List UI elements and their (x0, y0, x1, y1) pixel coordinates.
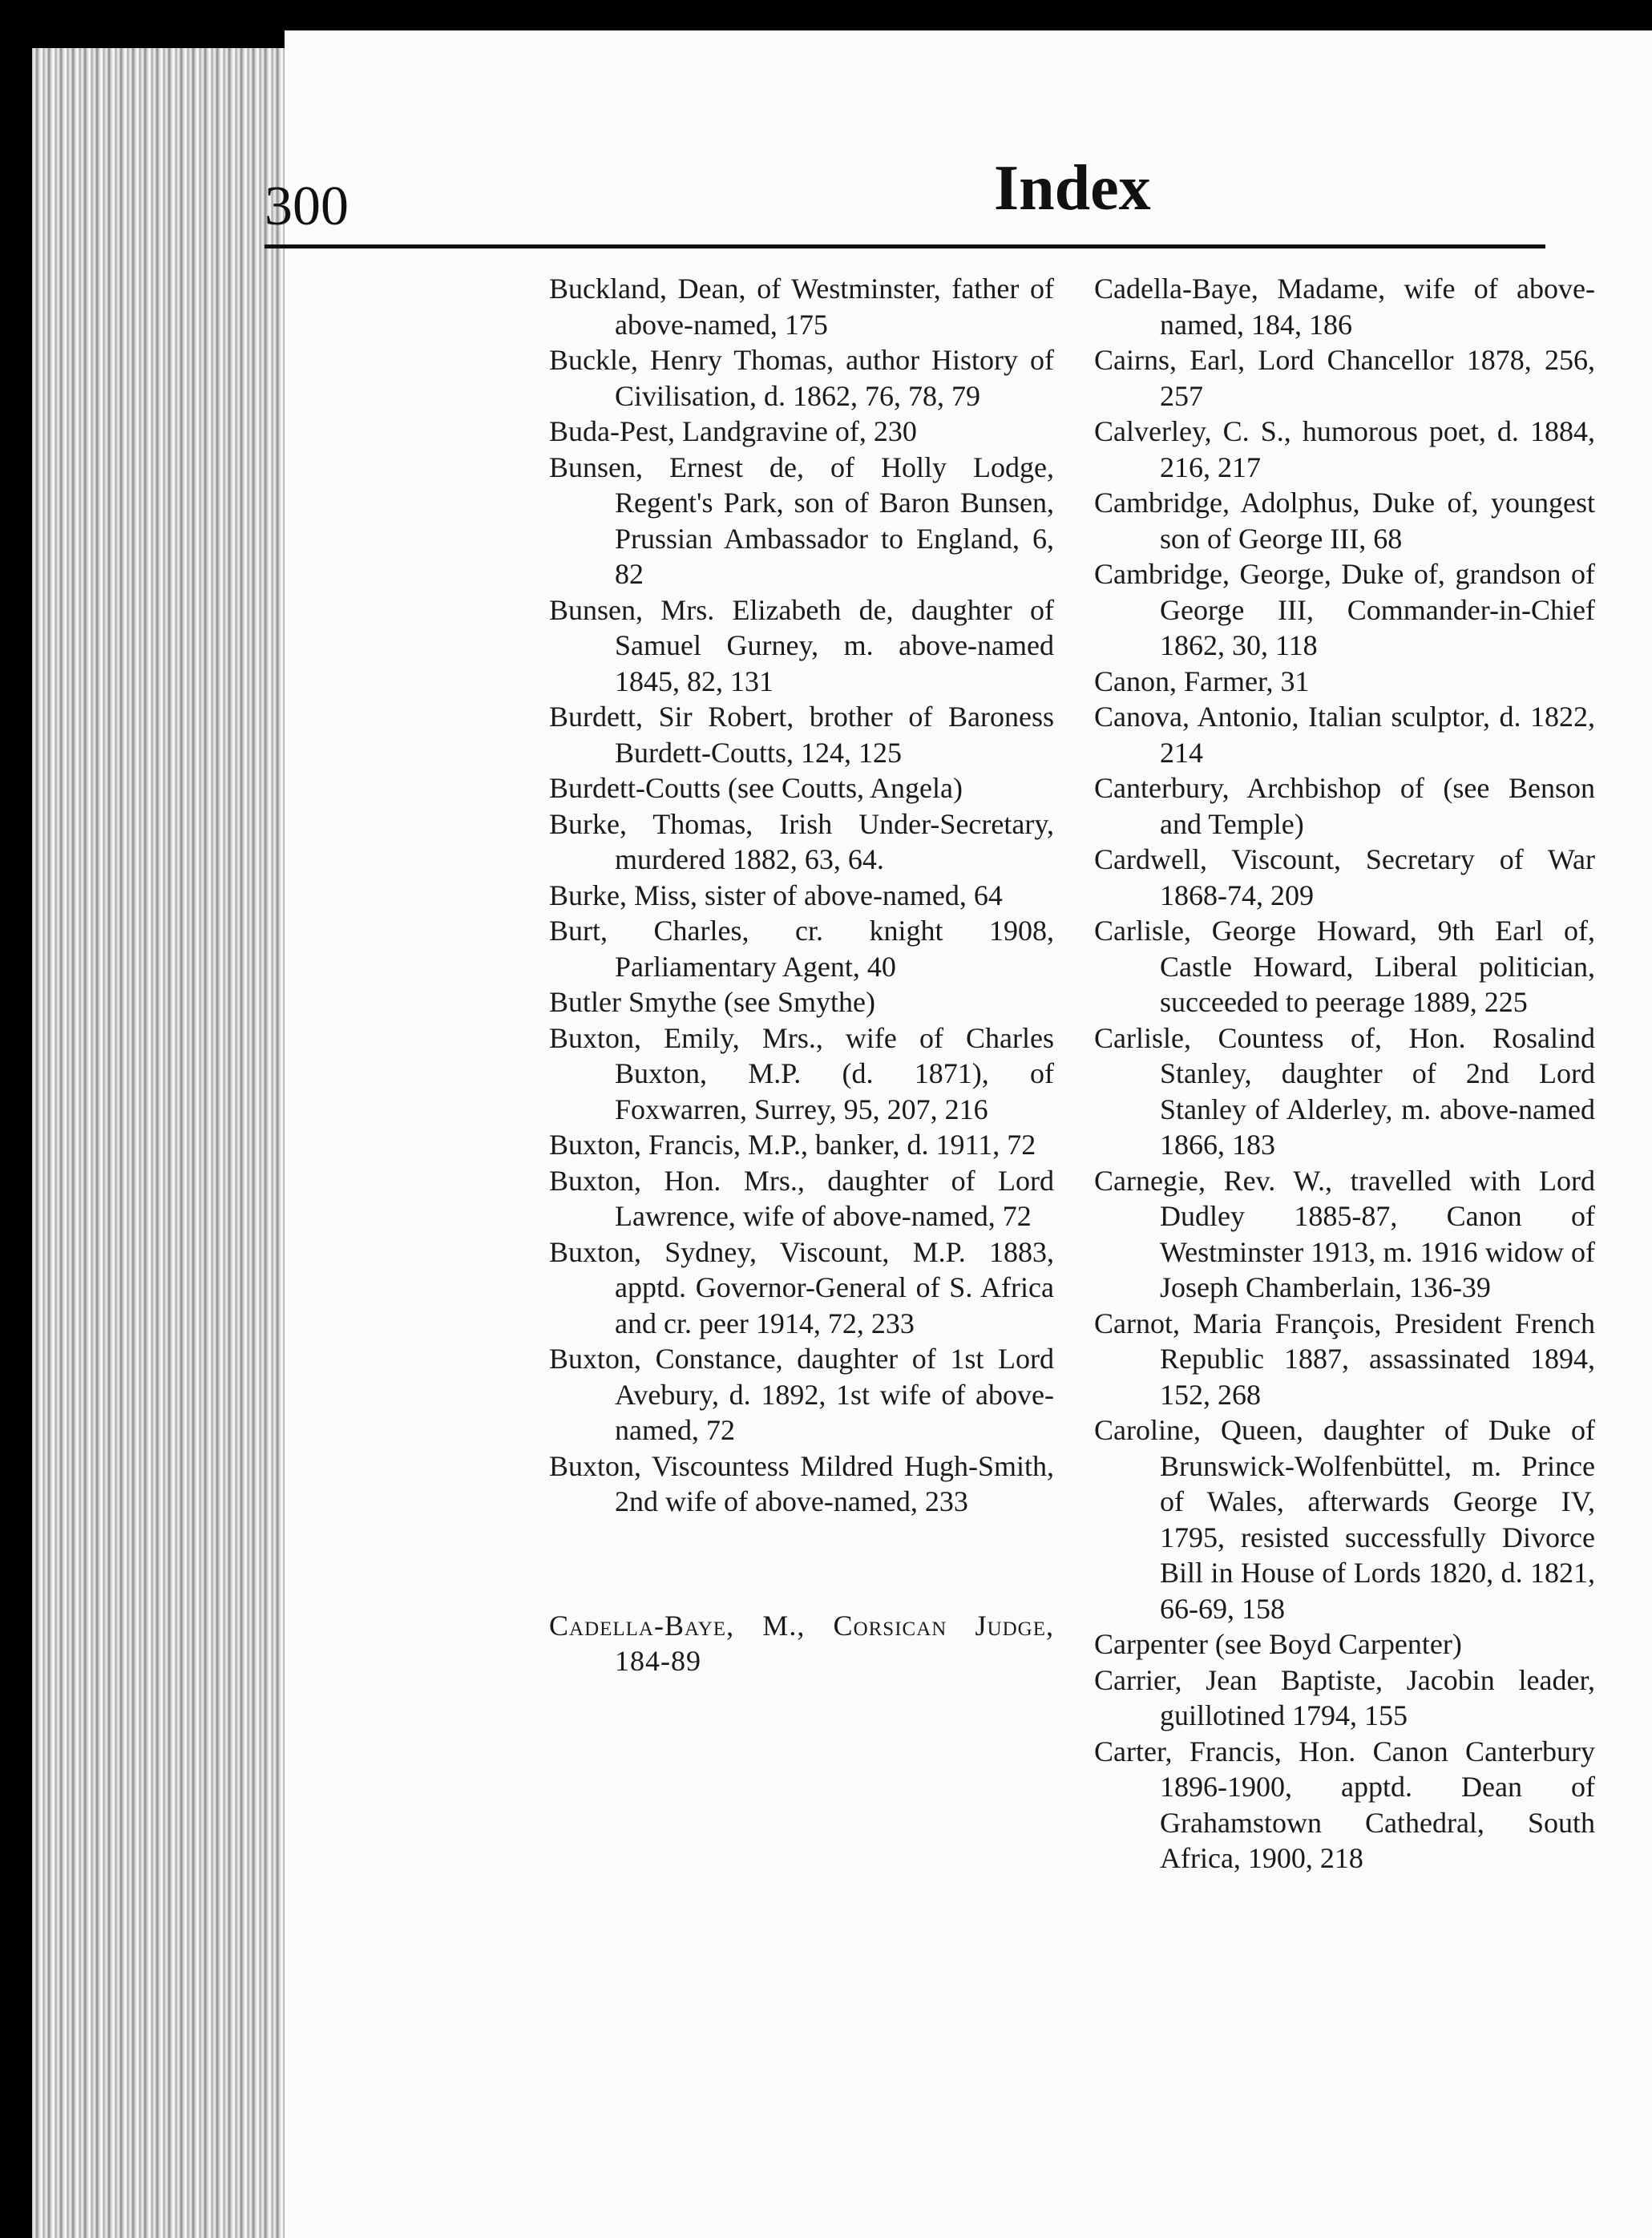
index-entry: Buckle, Henry Thomas, author History of Civilisation, d. 1862, 76, 78, 79 (549, 344, 1054, 412)
index-entry: Carnot, Maria François, President French Republic 1887, assassinated 1894, 152, 268 (1094, 1307, 1595, 1411)
index-entry: Burt, Charles, cr. knight 1908, Parliamentary Agent, 40 (549, 915, 1054, 983)
index-entry: Burke, Thomas, Irish Under-Secretary, murdered 1882, 63, 64. (549, 807, 1054, 875)
index-entry: Carter, Francis, Hon. Canon Canterbury 1896-1900, apptd. Dean of Grahamstown Cathedral, South Africa, 1900, 218 (1094, 1735, 1595, 1874)
index-entry: Bunsen, Ernest de, of Holly Lodge, Regent's Park, son of Baron Bunsen, Prussian Ambassador to England, 6, 82 (549, 450, 1054, 590)
index-entry: Buxton, Emily, Mrs., wife of Charles Buxton, M.P. (d. 1871), of Foxwarren, Surrey, 95, 207, 216 (549, 1021, 1054, 1125)
index-entry: Cairns, Earl, Lord Chancellor 1878, 256, 257 (1094, 344, 1595, 412)
index-entry: Buda-Pest, Landgravine of, 230 (549, 415, 917, 447)
index-entry: Canova, Antonio, Italian sculptor, d. 1822, 214 (1094, 701, 1595, 769)
index-entry: Buxton, Francis, M.P., banker, d. 1911, 72 (549, 1129, 1036, 1161)
index-entry: Carlisle, Countess of, Hon. Rosalind Stanley, daughter of 2nd Lord Stanley of Alderley, m. above-named 1866, 183 (1094, 1021, 1595, 1161)
index-entry: Calverley, C. S., humorous poet, d. 1884, 216, 217 (1094, 415, 1595, 483)
index-entry: Bunsen, Mrs. Elizabeth de, daughter of Samuel Gurney, m. above-named 1845, 82, 131 (549, 593, 1054, 697)
header-rule (265, 244, 1545, 248)
index-entry: Buxton, Sydney, Viscount, M.P. 1883, apptd. Governor-General of S. Africa and cr. peer 1914, 72, 233 (549, 1235, 1054, 1339)
index-entry: Cambridge, George, Duke of, grandson of George III, Commander-in-Chief 1862, 30, 118 (1094, 558, 1595, 661)
index-entry: Carpenter (see Boyd Carpenter) (1094, 1628, 1462, 1660)
index-entry: Canterbury, Archbishop of (see Benson and Temple) (1094, 772, 1595, 840)
index-column-right (1094, 271, 1595, 1876)
running-title: Index (994, 153, 1151, 224)
index-entry: Buckland, Dean, of Westminster, father of above-named, 175 (549, 273, 1054, 341)
index-entry: Burdett, Sir Robert, brother of Baroness Burdett-Coutts, 124, 125 (549, 701, 1054, 769)
index-entry: Caroline, Queen, daughter of Duke of Brunswick-Wolfenbüttel, m. Prince of Wales, afterwards George IV, 1795, resisted successfully Divorce Bill in House of Lords 1820, d. 1821, 66-69, 158 (1094, 1414, 1595, 1625)
index-entry: Cadella-Baye, Madame, wife of above-named, 184, 186 (1094, 273, 1595, 341)
index-entry: Burke, Miss, sister of above-named, 64 (549, 879, 1003, 911)
index-entry: Carrier, Jean Baptiste, Jacobin leader, guillotined 1794, 155 (1094, 1663, 1595, 1731)
index-entry: Cambridge, Adolphus, Duke of, youngest son of George III, 68 (1094, 487, 1595, 555)
page-number: 300 (265, 176, 349, 237)
index-entry: Canon, Farmer, 31 (1094, 665, 1310, 697)
index-entry: Burdett-Coutts (see Coutts, Angela) (549, 772, 963, 804)
index-entry: Butler Smythe (see Smythe) (549, 986, 875, 1018)
index-entry: Carnegie, Rev. W., travelled with Lord Dudley 1885-87, Canon of Westminster 1913, m. 1916 widow of Joseph Chamberlain, 136-39 (1094, 1164, 1595, 1303)
index-entry: Carlisle, George Howard, 9th Earl of, Castle Howard, Liberal politician, succeeded to peerage 1889, 225 (1094, 915, 1595, 1018)
index-entry: Cardwell, Viscount, Secretary of War 1868-74, 209 (1094, 843, 1595, 911)
index-entry: Buxton, Hon. Mrs., daughter of Lord Lawrence, wife of above-named, 72 (549, 1164, 1054, 1232)
index-entry: Buxton, Constance, daughter of 1st Lord Avebury, d. 1892, 1st wife of above-named, 72 (549, 1343, 1054, 1446)
index-entry-section-start: Cadella-Baye, M., Corsican Judge, 184-89 (549, 1609, 1054, 1677)
index-column-left (549, 271, 1054, 1679)
book-page-edges (32, 48, 305, 2238)
index-entry: Buxton, Viscountess Mildred Hugh-Smith, 2nd wife of above-named, 233 (549, 1449, 1054, 1517)
